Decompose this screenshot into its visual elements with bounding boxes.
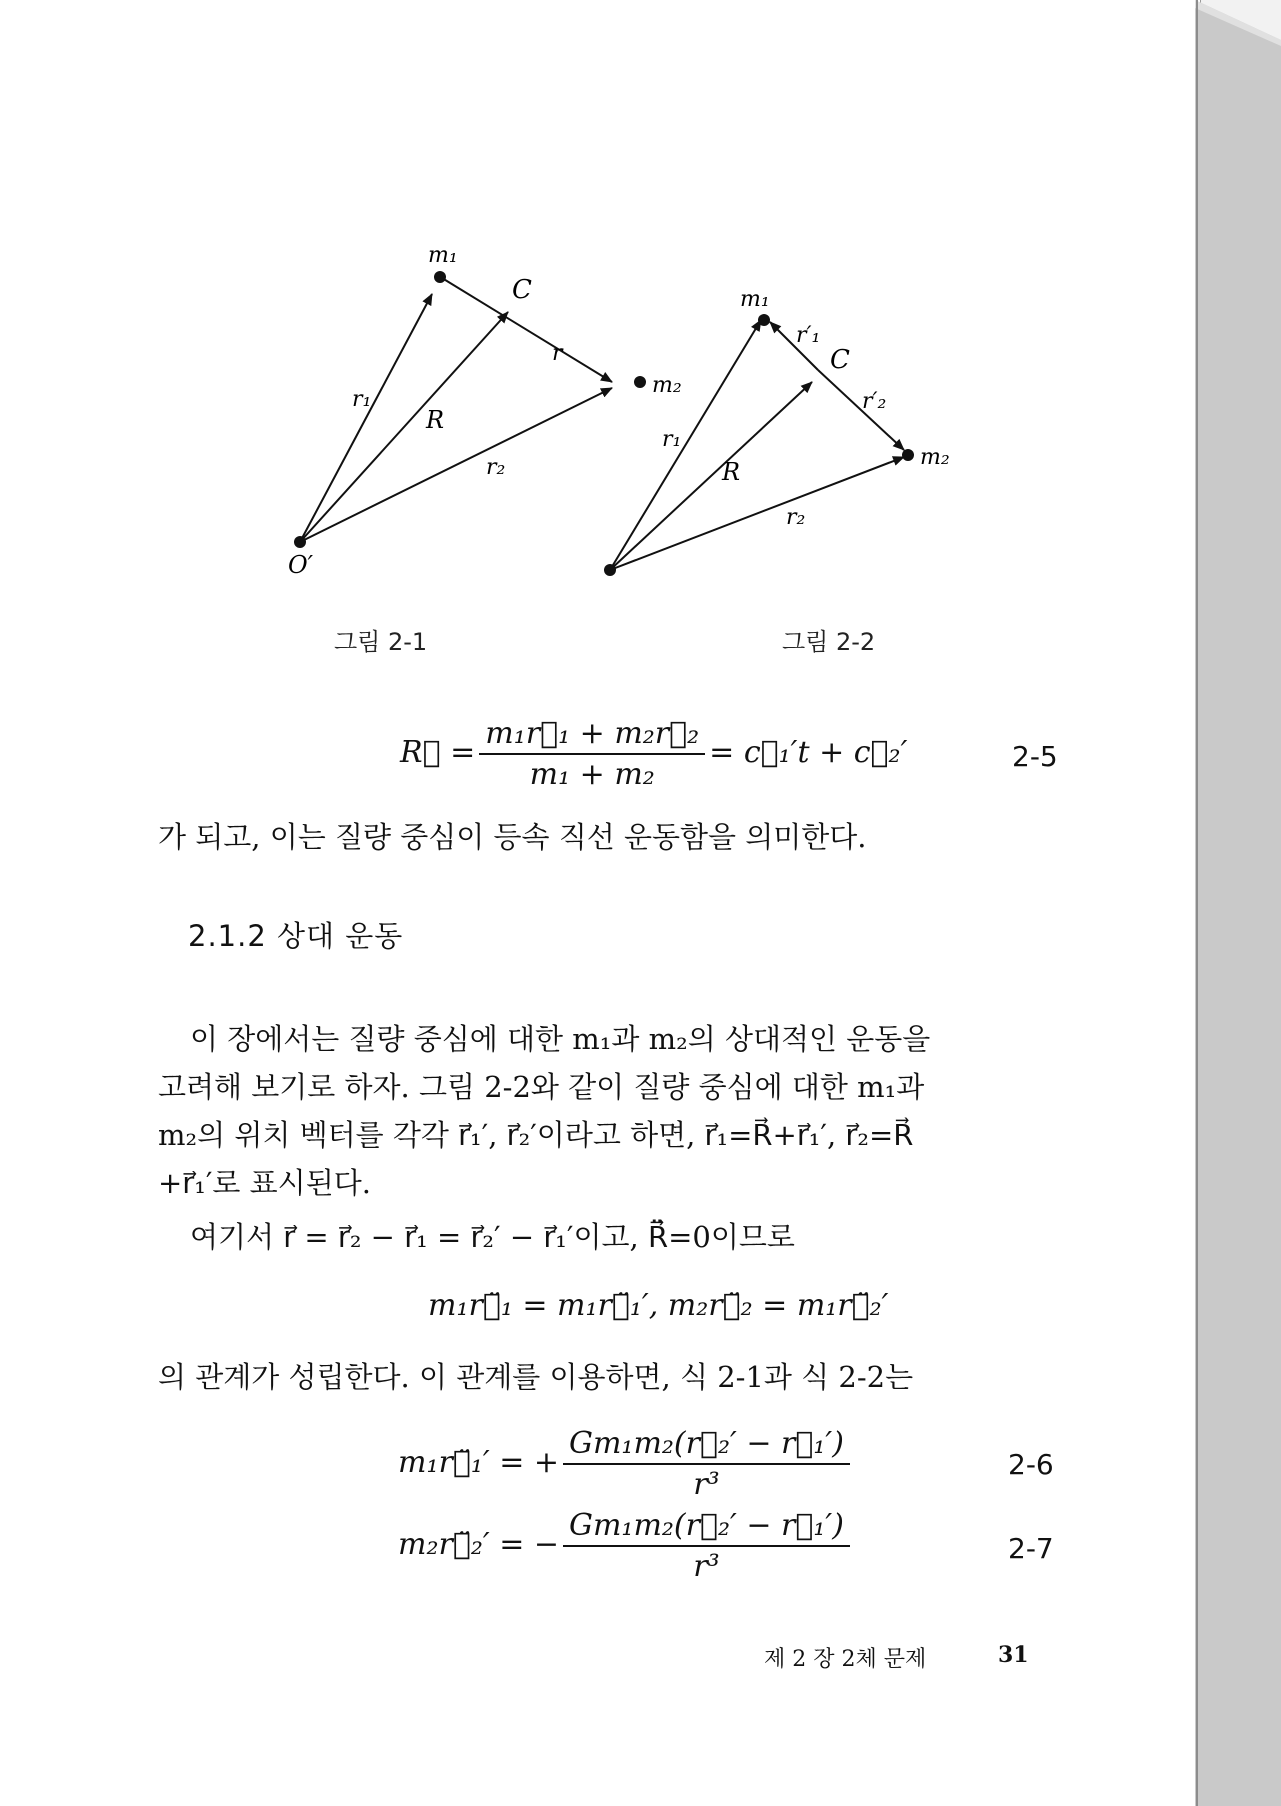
equation-number-2-5: 2-5 <box>1012 740 1058 773</box>
point-origin <box>604 564 616 576</box>
equation-2-6-numerator: Gm₁m₂(r⃗₂′ − r⃗₁′) <box>563 1426 850 1465</box>
equation-number-2-6: 2-6 <box>1008 1448 1054 1481</box>
equation-2-5-fraction <box>479 716 705 792</box>
paragraph-3: 의 관계가 성립한다. 이 관계를 이용하면, 식 2-1과 식 2-2는 <box>158 1360 914 1394</box>
vector-r2 <box>300 388 612 542</box>
label-r2: r₂ <box>486 455 506 480</box>
label-C: C <box>830 345 850 375</box>
paragraph-1-line-1: 이 장에서는 질량 중심에 대한 m₁과 m₂의 상대적인 운동을 <box>190 1022 931 1056</box>
label-R: R <box>426 406 445 434</box>
equation-2-6-fraction <box>563 1426 850 1502</box>
paragraph-2: 여기서 r⃗ = r⃗₂ − r⃗₁ = r⃗₂′ − r⃗₁′이고, R⃗̈=0이므로 <box>190 1220 795 1254</box>
equation-2-5-numerator: m₁r⃗₁ + m₂r⃗₂ <box>479 716 705 755</box>
footer-page-number: 31 <box>998 1642 1029 1668</box>
footer-chapter: 제 2 장 2체 문제 <box>764 1647 927 1672</box>
equation-2-7-lhs: m₂r⃗̈₂′ = − <box>398 1527 560 1562</box>
label-R: R <box>722 458 741 486</box>
label-m2: m₂ <box>652 373 682 398</box>
point-O <box>294 536 306 548</box>
label-C: C <box>512 275 532 305</box>
book-side-edge <box>1195 0 1281 1806</box>
label-r2: r₂ <box>786 505 806 530</box>
label-r1: r₁ <box>352 387 372 412</box>
paragraph-1-line-3: m₂의 위치 벡터를 각각 r⃗₁′, r⃗₂′이라고 하면, r⃗₁=R⃗+r⃗₁′, r⃗₂=R⃗ <box>158 1118 914 1152</box>
label-m2: m₂ <box>920 445 950 470</box>
equation-2-6-denominator: r³ <box>693 1467 720 1502</box>
point-m1 <box>758 314 770 326</box>
figure-2-1-caption: 그림 2-1 <box>334 628 428 656</box>
figure-2-2 <box>590 280 1020 610</box>
equation-2-7 <box>398 1508 854 1584</box>
equation-2-6-lhs: m₁r⃗̈₁′ = + <box>398 1445 560 1480</box>
label-r1: r₁ <box>662 427 682 452</box>
vector-r2-prime <box>818 370 904 450</box>
label-m1: m₁ <box>740 287 770 312</box>
equation-2-7-denominator: r³ <box>693 1549 720 1584</box>
equation-2-7-numerator: Gm₁m₂(r⃗₂′ − r⃗₁′) <box>563 1508 850 1547</box>
vector-r2 <box>610 457 904 570</box>
vector-R <box>610 382 812 570</box>
vector-r1 <box>610 320 761 570</box>
paragraph-1-line-2: 고려해 보기로 하자. 그림 2-2와 같이 질량 중심에 대한 m₁과 <box>158 1070 925 1104</box>
paragraph-1-line-4: +r⃗₁′로 표시된다. <box>158 1166 371 1200</box>
label-r1-prime: r′₁ <box>796 323 821 348</box>
equation-2-5-lhs: R⃗ = <box>400 735 476 770</box>
point-m1 <box>434 271 446 283</box>
equation-2-6 <box>398 1426 854 1502</box>
equation-number-2-7: 2-7 <box>1008 1532 1054 1565</box>
label-r: r <box>552 341 563 366</box>
equation-2-7-fraction <box>563 1508 850 1584</box>
equation-accelerations: m₁r⃗̈₁ = m₁r⃗̈₁′, m₂r⃗̈₂ = m₁r⃗̈₂′ <box>428 1288 889 1323</box>
paragraph-after-2-5: 가 되고, 이는 질량 중심이 등속 직선 운동함을 의미한다. <box>158 820 867 854</box>
figure-2-2-caption: 그림 2-2 <box>782 628 876 656</box>
label-r2-prime: r′₂ <box>862 389 887 414</box>
equation-2-5 <box>400 716 907 792</box>
equation-2-5-denominator: m₁ + m₂ <box>529 757 655 792</box>
point-m2 <box>902 449 914 461</box>
equation-2-5-rhs: = c⃗₁′t + c⃗₂′ <box>709 735 908 770</box>
label-O: O′ <box>288 551 314 579</box>
section-heading: 2.1.2 상대 운동 <box>188 919 404 953</box>
label-m1: m₁ <box>428 243 458 268</box>
